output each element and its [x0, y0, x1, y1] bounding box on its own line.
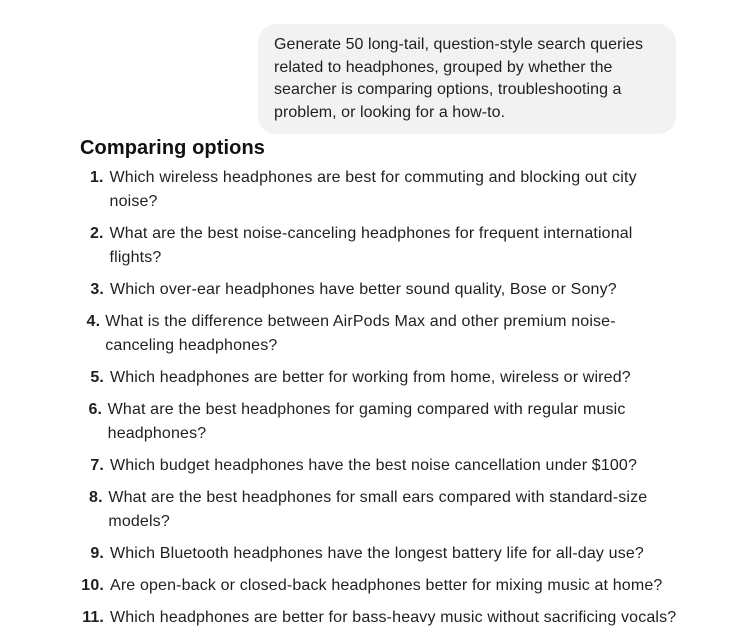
list-item-number: 3. [90, 281, 104, 298]
list-item [80, 310, 680, 358]
list-item-text: Which wireless headphones are best for commuting and blocking out city noise? [109, 169, 637, 210]
list-item-text: Are open-back or closed-back headphones better for mixing music at home? [110, 577, 663, 594]
list-item-number: 4. [86, 313, 101, 330]
list-item [80, 398, 680, 446]
list-item [80, 606, 680, 630]
list-item [80, 542, 680, 566]
list-item-number: 11. [82, 609, 104, 626]
list-item-text: What are the best noise-canceling headphones for frequent international flights? [109, 225, 633, 266]
query-list [80, 166, 680, 638]
list-item-number: 6. [88, 401, 103, 418]
list-item [80, 166, 680, 214]
list-item-number: 10. [81, 577, 104, 594]
list-item-text: Which over-ear headphones have better sound quality, Bose or Sony? [110, 281, 617, 298]
list-item [80, 278, 680, 302]
list-item-text: What are the best headphones for small ears compared with standard-size models? [108, 489, 648, 530]
user-message-bubble: Generate 50 long-tail, question-style search queries related to headphones, grouped by whether the searcher is comparing options, troubleshooting a problem, or looking for a how-to. [258, 24, 676, 134]
list-item [80, 574, 680, 598]
list-item-text: Which budget headphones have the best noise cancellation under $100? [110, 457, 638, 474]
list-item-number: 2. [89, 225, 104, 242]
section-heading: Comparing options [80, 137, 266, 159]
list-item [80, 222, 680, 270]
list-item-text: What are the best headphones for gaming compared with regular music headphones? [107, 401, 626, 442]
list-item-number: 9. [90, 545, 104, 562]
list-item-number: 1. [89, 169, 104, 186]
list-item-number: 5. [90, 369, 104, 386]
list-item [80, 366, 680, 390]
list-item-number: 8. [89, 489, 103, 506]
list-item-number: 7. [90, 457, 104, 474]
list-item-text: What is the difference between AirPods Max and other premium noise-canceling headphones? [105, 313, 616, 354]
list-item [80, 454, 680, 478]
list-item [80, 486, 680, 534]
list-item-text: Which headphones are better for bass-heavy music without sacrificing vocals? [110, 609, 677, 626]
list-item-text: Which Bluetooth headphones have the longest battery life for all-day use? [110, 545, 644, 562]
list-item-text: Which headphones are better for working from home, wireless or wired? [110, 369, 631, 386]
